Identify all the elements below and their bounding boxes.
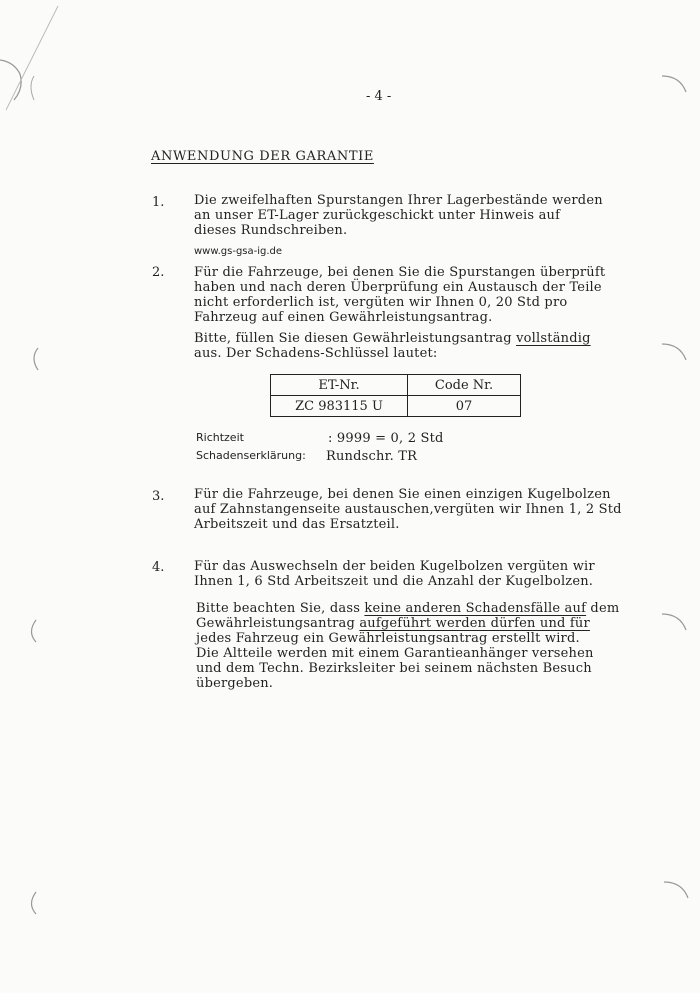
item-2-text xyxy=(194,265,605,325)
item-2-paragraph-2 xyxy=(194,331,591,361)
item-4-number: 4. xyxy=(152,560,165,575)
item-1-line: Die zweifelhaften Spurstangen Ihrer Lagerbestände werden xyxy=(194,193,603,208)
item-2-line: Für die Fahrzeuge, bei denen Sie die Spurstangen überprüft xyxy=(194,265,606,280)
richtzeit-label: Richtzeit xyxy=(196,431,244,444)
item-4-para2-line: jedes Fahrzeug ein Gewährleistungsantrag erstellt wird. xyxy=(196,631,580,646)
schadenserklaerung-label: Schadenserklärung: xyxy=(196,449,306,462)
table-header-code-nr: Code Nr. xyxy=(408,375,521,396)
text-run: Bitte beachten Sie, dass xyxy=(196,601,365,616)
item-4-text xyxy=(194,559,595,589)
item-4-paragraph-2 xyxy=(196,601,619,691)
richtzeit-value: : 9999 = 0, 2 Std xyxy=(328,431,444,446)
table-header-et-nr: ET-Nr. xyxy=(271,375,408,396)
item-1-number: 1. xyxy=(152,195,165,210)
page-number: - 4 - xyxy=(366,89,392,104)
underlined-text: vollständig xyxy=(516,331,591,346)
item-2-para2-line-1 xyxy=(194,331,591,346)
item-1-line: dieses Rundschreiben. xyxy=(194,223,348,238)
website-url: www.gs-gsa-ig.de xyxy=(194,246,283,257)
schadenserklaerung-value: Rundschr. TR xyxy=(326,449,418,464)
item-2-line: haben und nach deren Überprüfung ein Austausch der Teile xyxy=(194,280,602,295)
item-3-number: 3. xyxy=(152,489,165,504)
item-4-line: Für das Auswechseln der beiden Kugelbolzen vergüten wir xyxy=(194,559,595,574)
item-1-line: an unser ET-Lager zurückgeschickt unter Hinweis auf xyxy=(194,208,561,223)
item-4-para2-line: Die Altteile werden mit einem Garantieanhänger versehen xyxy=(196,646,594,661)
item-1-text xyxy=(194,193,603,238)
underlined-text: keine anderen Schadensfälle auf xyxy=(364,601,587,616)
table-cell-code-nr: 07 xyxy=(408,396,521,417)
item-3-line: Arbeitszeit und das Ersatzteil. xyxy=(194,517,400,532)
text-run: Bitte, füllen Sie diesen Gewährleistungsantrag xyxy=(194,331,517,346)
underlined-text: aufgeführt werden dürfen und für xyxy=(359,616,590,631)
table-cell-et-nr: ZC 983115 U xyxy=(271,396,408,417)
item-4-para2-line: übergeben. xyxy=(196,676,274,691)
item-4-line: Ihnen 1, 6 Std Arbeitszeit und die Anzahl der Kugelbolzen. xyxy=(194,574,594,589)
table-header-row xyxy=(271,375,521,396)
item-4-para2-line-1 xyxy=(196,601,619,616)
damage-key-table xyxy=(270,374,521,417)
item-2-number: 2. xyxy=(152,265,165,280)
item-2-line: nicht erforderlich ist, vergüten wir Ihnen 0, 20 Std pro xyxy=(194,295,568,310)
item-4-para2-line-2 xyxy=(196,616,619,631)
item-3-line: Für die Fahrzeuge, bei denen Sie einen einzigen Kugelbolzen xyxy=(194,487,611,502)
item-2-line: Fahrzeug auf einen Gewährleistungsantrag. xyxy=(194,310,493,325)
item-3-text xyxy=(194,487,622,532)
item-2-para2-line-2: aus. Der Schadens-Schlüssel lautet: xyxy=(194,346,438,361)
text-run: dem xyxy=(586,601,620,616)
text-run: Gewährleistungsantrag xyxy=(196,616,360,631)
section-heading: ANWENDUNG DER GARANTIE xyxy=(151,149,374,164)
table-row xyxy=(271,396,521,417)
item-4-para2-line: und dem Techn. Bezirksleiter bei seinem nächsten Besuch xyxy=(196,661,592,676)
item-3-line: auf Zahnstangenseite austauschen,vergüten wir Ihnen 1, 2 Std xyxy=(194,502,622,517)
